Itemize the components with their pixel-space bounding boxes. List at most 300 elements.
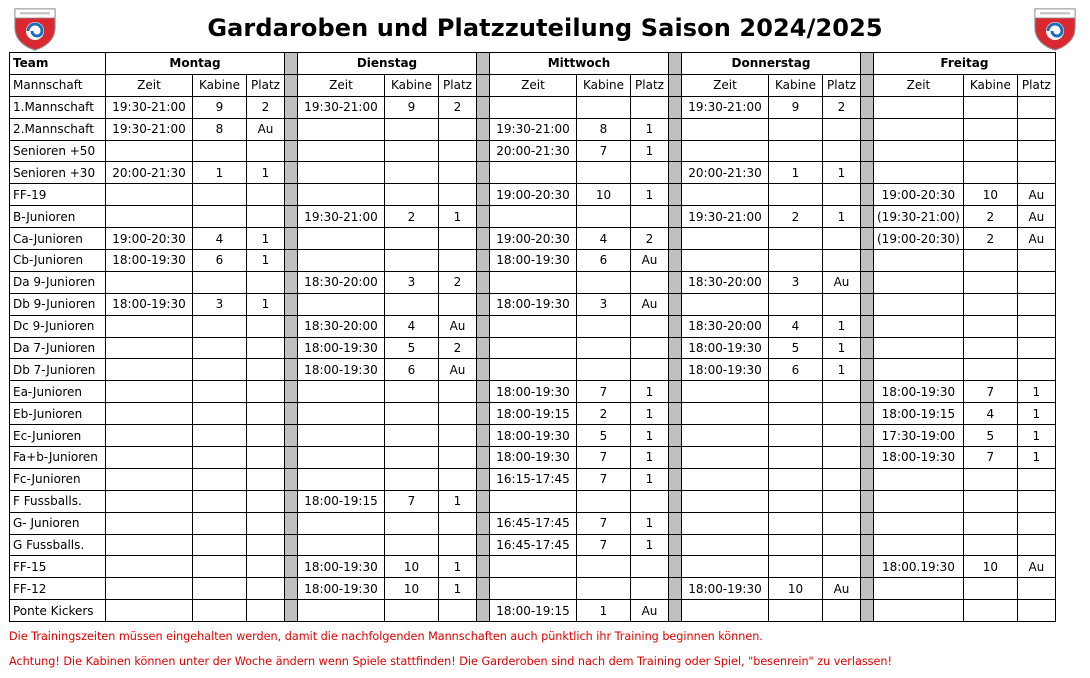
time-cell <box>490 271 577 293</box>
field-cell <box>823 556 861 578</box>
field-cell <box>1017 578 1055 600</box>
field-cell: 1 <box>247 228 285 250</box>
time-cell <box>682 293 769 315</box>
day-separator <box>285 578 298 600</box>
time-cell <box>298 228 385 250</box>
field-cell: 1 <box>439 490 477 512</box>
field-cell <box>823 490 861 512</box>
field-cell: 1 <box>823 162 861 184</box>
cabin-cell <box>963 140 1017 162</box>
team-name-cell: Senioren +30 <box>10 162 106 184</box>
day-separator <box>285 490 298 512</box>
time-cell <box>874 293 964 315</box>
cabin-cell <box>193 184 247 206</box>
day-separator <box>861 53 874 75</box>
field-cell <box>247 578 285 600</box>
team-name-cell: G- Junioren <box>10 512 106 534</box>
column-header: Platz <box>439 74 477 96</box>
day-separator <box>669 206 682 228</box>
time-cell <box>298 512 385 534</box>
cabin-cell <box>193 534 247 556</box>
field-cell <box>1017 96 1055 118</box>
cabin-cell <box>963 512 1017 534</box>
table-row <box>10 271 1056 293</box>
cabin-cell <box>963 490 1017 512</box>
time-cell <box>106 556 193 578</box>
field-cell <box>631 315 669 337</box>
table-row <box>10 490 1056 512</box>
field-cell: 1 <box>1017 403 1055 425</box>
day-separator <box>861 337 874 359</box>
time-cell: 18:00-19:30 <box>490 447 577 469</box>
field-cell <box>439 118 477 140</box>
time-cell <box>298 250 385 272</box>
cabin-cell: 2 <box>963 228 1017 250</box>
team-name-cell: Da 7-Junioren <box>10 337 106 359</box>
cabin-cell <box>385 468 439 490</box>
time-cell: 18:00-19:30 <box>490 250 577 272</box>
cabin-cell: 7 <box>577 381 631 403</box>
table-row <box>10 206 1056 228</box>
table-row <box>10 359 1056 381</box>
time-cell <box>298 403 385 425</box>
table-row <box>10 403 1056 425</box>
field-cell: 1 <box>631 184 669 206</box>
time-cell <box>298 534 385 556</box>
team-name-cell: F Fussballs. <box>10 490 106 512</box>
time-cell <box>106 271 193 293</box>
cabin-cell: 7 <box>577 512 631 534</box>
cabin-cell: 3 <box>577 293 631 315</box>
cabin-cell: 9 <box>769 96 823 118</box>
day-separator <box>477 250 490 272</box>
field-cell: 1 <box>631 447 669 469</box>
field-cell <box>247 315 285 337</box>
field-cell <box>631 271 669 293</box>
time-cell: 18:00-19:30 <box>874 381 964 403</box>
field-cell: 1 <box>1017 381 1055 403</box>
field-cell: 2 <box>823 96 861 118</box>
column-header: Platz <box>631 74 669 96</box>
field-cell <box>439 425 477 447</box>
time-cell <box>682 403 769 425</box>
table-row <box>10 556 1056 578</box>
cabin-cell: 7 <box>963 381 1017 403</box>
field-cell: 1 <box>1017 447 1055 469</box>
day-separator <box>669 556 682 578</box>
day-separator <box>861 206 874 228</box>
time-cell: 16:45-17:45 <box>490 512 577 534</box>
page-title: Gardaroben und Platzzuteilung Saison 2024/2025 <box>207 14 883 42</box>
table-row <box>10 468 1056 490</box>
time-cell: 19:30-21:00 <box>298 206 385 228</box>
field-cell <box>1017 118 1055 140</box>
time-cell: 19:30-21:00 <box>106 96 193 118</box>
day-separator <box>477 403 490 425</box>
day-separator <box>669 293 682 315</box>
field-cell <box>631 359 669 381</box>
day-separator <box>477 271 490 293</box>
column-header: Platz <box>1017 74 1055 96</box>
time-cell: 18:00-19:15 <box>874 403 964 425</box>
time-cell: 18:30-20:00 <box>682 271 769 293</box>
day-separator <box>285 512 298 534</box>
cabin-cell <box>769 140 823 162</box>
day-separator <box>669 425 682 447</box>
field-cell <box>823 447 861 469</box>
day-separator <box>669 512 682 534</box>
field-cell: 2 <box>439 271 477 293</box>
time-cell <box>106 578 193 600</box>
cabin-cell: 7 <box>577 534 631 556</box>
time-cell <box>874 162 964 184</box>
cabin-cell <box>193 315 247 337</box>
field-cell <box>247 556 285 578</box>
time-cell <box>874 490 964 512</box>
cabin-cell <box>385 162 439 184</box>
field-cell <box>1017 512 1055 534</box>
time-cell <box>490 96 577 118</box>
cabin-cell <box>193 556 247 578</box>
time-cell <box>106 359 193 381</box>
field-cell <box>439 184 477 206</box>
day-separator <box>285 206 298 228</box>
time-cell: 19:00-20:30 <box>874 184 964 206</box>
cabin-cell: 5 <box>963 425 1017 447</box>
field-cell: 1 <box>439 578 477 600</box>
day-separator <box>477 600 490 622</box>
day-separator <box>669 140 682 162</box>
field-cell <box>247 600 285 622</box>
field-cell <box>823 403 861 425</box>
time-cell <box>682 425 769 447</box>
time-cell: (19:30-21:00) <box>874 206 964 228</box>
cabin-cell <box>963 271 1017 293</box>
time-cell: 18:00-19:30 <box>490 425 577 447</box>
time-cell <box>298 600 385 622</box>
day-separator <box>669 359 682 381</box>
field-cell <box>439 140 477 162</box>
time-cell <box>874 578 964 600</box>
cabin-cell: 4 <box>769 315 823 337</box>
time-cell <box>298 381 385 403</box>
field-cell <box>1017 359 1055 381</box>
day-separator <box>669 578 682 600</box>
field-cell <box>823 600 861 622</box>
field-cell: Au <box>439 359 477 381</box>
table-row <box>10 447 1056 469</box>
time-cell <box>298 162 385 184</box>
time-cell <box>490 337 577 359</box>
day-separator <box>669 447 682 469</box>
cabin-cell: 3 <box>769 271 823 293</box>
cabin-cell <box>769 403 823 425</box>
day-separator <box>477 293 490 315</box>
field-cell <box>439 293 477 315</box>
time-cell: 18:30-20:00 <box>298 271 385 293</box>
cabin-cell <box>193 337 247 359</box>
field-cell: 1 <box>439 206 477 228</box>
time-cell <box>682 490 769 512</box>
day-separator <box>861 118 874 140</box>
day-separator <box>285 96 298 118</box>
day-separator <box>669 74 682 96</box>
cabin-cell: 4 <box>385 315 439 337</box>
day-separator <box>285 250 298 272</box>
day-separator <box>477 96 490 118</box>
field-cell <box>439 228 477 250</box>
cabin-cell <box>769 381 823 403</box>
time-cell <box>682 556 769 578</box>
cabin-cell: 10 <box>385 556 439 578</box>
day-separator <box>861 468 874 490</box>
time-cell: 18:00-19:30 <box>298 578 385 600</box>
day-separator <box>669 468 682 490</box>
field-cell: Au <box>823 578 861 600</box>
time-cell: 18:00-19:15 <box>490 403 577 425</box>
table-row <box>10 228 1056 250</box>
cabin-cell <box>385 534 439 556</box>
field-cell: Au <box>439 315 477 337</box>
field-cell: 2 <box>247 96 285 118</box>
field-cell: 1 <box>631 403 669 425</box>
time-cell <box>106 425 193 447</box>
cabin-cell <box>963 578 1017 600</box>
column-header: Kabine <box>385 74 439 96</box>
day-separator <box>285 140 298 162</box>
cabin-cell <box>769 118 823 140</box>
team-name-cell: G Fussballs. <box>10 534 106 556</box>
day-separator <box>285 118 298 140</box>
field-cell <box>247 425 285 447</box>
day-separator <box>669 403 682 425</box>
day-separator <box>477 315 490 337</box>
day-separator <box>669 490 682 512</box>
time-cell: (19:00-20:30) <box>874 228 964 250</box>
cabin-cell <box>385 403 439 425</box>
team-name-cell: Ea-Junioren <box>10 381 106 403</box>
day-separator <box>477 447 490 469</box>
cabin-cell <box>963 250 1017 272</box>
day-separator <box>861 96 874 118</box>
field-cell <box>439 512 477 534</box>
day-separator <box>861 578 874 600</box>
day-separator <box>477 468 490 490</box>
day-separator <box>285 447 298 469</box>
day-header: Dienstag <box>298 53 477 75</box>
day-separator <box>861 315 874 337</box>
time-cell: 19:00-20:30 <box>490 184 577 206</box>
time-cell <box>682 250 769 272</box>
cabin-cell: 9 <box>385 96 439 118</box>
field-cell <box>1017 600 1055 622</box>
field-cell: 2 <box>439 337 477 359</box>
day-separator <box>669 534 682 556</box>
cabin-cell <box>193 271 247 293</box>
day-separator <box>285 468 298 490</box>
day-separator <box>285 381 298 403</box>
cabin-cell <box>769 447 823 469</box>
time-cell: 16:45-17:45 <box>490 534 577 556</box>
day-separator <box>861 228 874 250</box>
cabin-cell <box>769 600 823 622</box>
time-cell <box>682 600 769 622</box>
field-cell <box>823 425 861 447</box>
field-cell <box>439 403 477 425</box>
field-cell <box>631 490 669 512</box>
cabin-cell <box>193 381 247 403</box>
cabin-cell: 1 <box>577 600 631 622</box>
time-cell: 18:00-19:30 <box>682 578 769 600</box>
day-separator <box>285 271 298 293</box>
time-cell <box>106 184 193 206</box>
field-cell <box>247 512 285 534</box>
team-name-cell: B-Junioren <box>10 206 106 228</box>
time-cell <box>106 315 193 337</box>
team-name-cell: 1.Mannschaft <box>10 96 106 118</box>
time-cell <box>106 447 193 469</box>
cabin-cell <box>385 425 439 447</box>
team-name-cell: Fa+b-Junioren <box>10 447 106 469</box>
cabin-cell <box>385 600 439 622</box>
field-cell <box>247 359 285 381</box>
cabin-cell <box>193 403 247 425</box>
time-cell: 19:00-20:30 <box>490 228 577 250</box>
time-cell: 19:30-21:00 <box>490 118 577 140</box>
time-cell <box>682 447 769 469</box>
cabin-cell <box>193 490 247 512</box>
time-cell <box>106 512 193 534</box>
cabin-cell: 4 <box>577 228 631 250</box>
field-cell <box>439 468 477 490</box>
day-separator <box>477 534 490 556</box>
day-separator <box>669 600 682 622</box>
time-cell <box>106 490 193 512</box>
day-separator <box>477 118 490 140</box>
time-cell: 18:00-19:15 <box>490 600 577 622</box>
schedule-table <box>9 52 1056 622</box>
field-cell <box>631 206 669 228</box>
cabin-cell: 7 <box>963 447 1017 469</box>
field-cell <box>1017 162 1055 184</box>
cabin-cell <box>577 315 631 337</box>
cabin-cell <box>577 556 631 578</box>
field-cell: Au <box>1017 184 1055 206</box>
time-cell <box>682 468 769 490</box>
field-cell: 1 <box>823 359 861 381</box>
time-cell <box>490 315 577 337</box>
field-cell: 1 <box>439 556 477 578</box>
cabin-cell <box>963 600 1017 622</box>
field-cell <box>1017 140 1055 162</box>
day-separator <box>861 556 874 578</box>
team-name-cell: Ec-Junioren <box>10 425 106 447</box>
time-cell <box>682 228 769 250</box>
time-cell <box>490 490 577 512</box>
day-header: Montag <box>106 53 285 75</box>
day-separator <box>861 271 874 293</box>
cabin-cell: 3 <box>193 293 247 315</box>
cabin-cell <box>769 490 823 512</box>
team-name-cell: FF-12 <box>10 578 106 600</box>
table-row <box>10 381 1056 403</box>
cabin-cell <box>963 162 1017 184</box>
cabin-cell <box>385 293 439 315</box>
day-separator <box>285 600 298 622</box>
time-cell: 16:15-17:45 <box>490 468 577 490</box>
time-cell <box>298 447 385 469</box>
day-separator <box>285 184 298 206</box>
day-separator <box>477 556 490 578</box>
cabin-cell: 1 <box>193 162 247 184</box>
day-separator <box>861 512 874 534</box>
cabin-cell: 6 <box>193 250 247 272</box>
field-cell <box>823 140 861 162</box>
field-cell: 2 <box>439 96 477 118</box>
time-cell <box>106 381 193 403</box>
column-header: Zeit <box>490 74 577 96</box>
day-separator <box>285 359 298 381</box>
day-separator <box>669 53 682 75</box>
day-separator <box>285 53 298 75</box>
day-separator <box>477 578 490 600</box>
cabin-cell: 10 <box>963 556 1017 578</box>
field-cell <box>1017 293 1055 315</box>
time-cell: 18:00-19:30 <box>490 381 577 403</box>
team-subheader: Mannschaft <box>10 74 106 96</box>
day-separator <box>285 403 298 425</box>
day-separator <box>477 425 490 447</box>
time-cell: 18:00-19:30 <box>298 337 385 359</box>
field-cell <box>823 228 861 250</box>
time-cell <box>298 118 385 140</box>
cabin-cell <box>963 118 1017 140</box>
day-separator <box>861 534 874 556</box>
cabin-cell: 10 <box>385 578 439 600</box>
field-cell <box>823 468 861 490</box>
field-cell: 1 <box>631 118 669 140</box>
time-cell: 18:00-19:30 <box>298 556 385 578</box>
time-cell <box>874 359 964 381</box>
column-header: Platz <box>823 74 861 96</box>
field-cell <box>1017 315 1055 337</box>
day-separator <box>669 381 682 403</box>
field-cell <box>1017 468 1055 490</box>
column-header: Zeit <box>298 74 385 96</box>
field-cell <box>1017 271 1055 293</box>
time-cell: 18:00-19:15 <box>298 490 385 512</box>
cabin-cell: 5 <box>385 337 439 359</box>
team-header: Team <box>10 53 106 75</box>
field-cell <box>247 403 285 425</box>
table-row <box>10 600 1056 622</box>
column-header: Zeit <box>106 74 193 96</box>
column-header: Kabine <box>963 74 1017 96</box>
table-row <box>10 250 1056 272</box>
time-cell: 20:00-21:30 <box>490 140 577 162</box>
team-name-cell: Db 7-Junioren <box>10 359 106 381</box>
cabin-cell <box>193 600 247 622</box>
time-cell <box>298 468 385 490</box>
cabin-cell: 10 <box>577 184 631 206</box>
table-row <box>10 293 1056 315</box>
cabin-cell: 7 <box>577 447 631 469</box>
time-cell <box>106 403 193 425</box>
cabin-cell <box>963 359 1017 381</box>
team-name-cell: 2.Mannschaft <box>10 118 106 140</box>
time-cell: 17:30-19:00 <box>874 425 964 447</box>
time-cell: 18:30-20:00 <box>298 315 385 337</box>
